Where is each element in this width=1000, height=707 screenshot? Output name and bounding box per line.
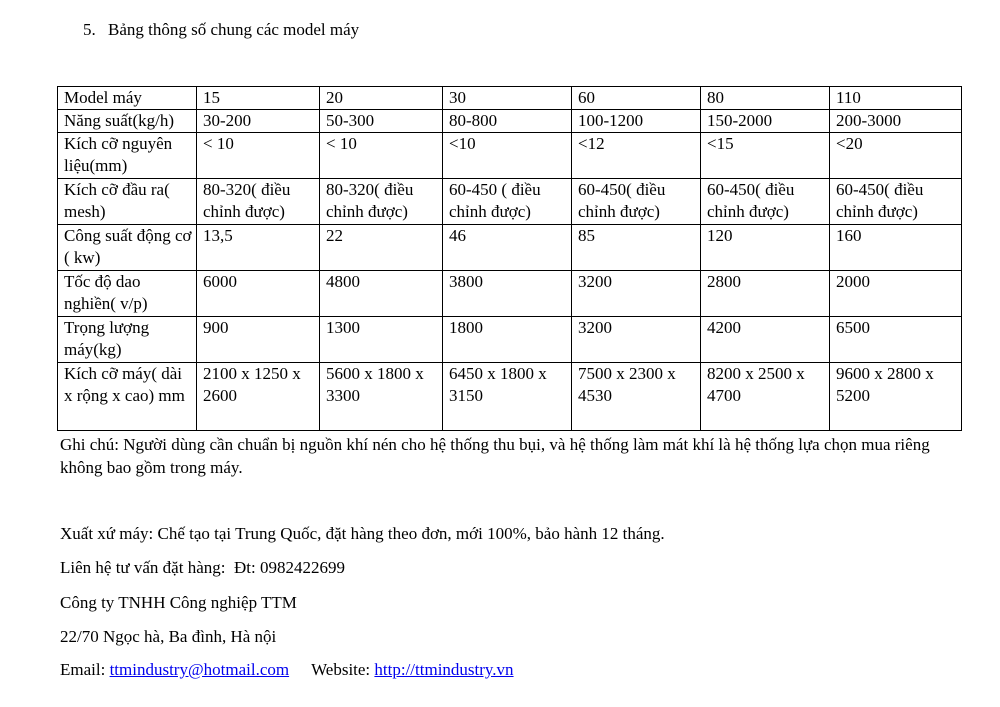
row-label-cell: Kích cỡ nguyên liệu(mm) xyxy=(58,133,197,179)
table-row xyxy=(58,317,962,363)
table-cell: 60-450( điều chỉnh được) xyxy=(572,179,701,225)
table-cell: 60-450 ( điều chỉnh được) xyxy=(443,179,572,225)
table-row xyxy=(58,225,962,271)
table-cell: 13,5 xyxy=(197,225,320,271)
note-text: Ghi chú: Người dùng cần chuẩn bị nguồn khí nén cho hệ thống thu bụi, và hệ thống làm mát khí là hệ thống lựa chọn mua riêng không bao gồm trong máy. xyxy=(60,435,930,477)
table-cell: 15 xyxy=(197,87,320,110)
table-cell: 1300 xyxy=(320,317,443,363)
section-title: Bảng thông số chung các model máy xyxy=(108,20,360,39)
table-cell: 46 xyxy=(443,225,572,271)
table-cell: 6500 xyxy=(830,317,962,363)
table-cell: 150-2000 xyxy=(701,110,830,133)
table-cell: 80-320( điều chỉnh được) xyxy=(197,179,320,225)
table-cell: 80-800 xyxy=(443,110,572,133)
table-row xyxy=(58,110,962,133)
row-label-cell: Công suất động cơ ( kw) xyxy=(58,225,197,271)
table-cell: 5600 x 1800 x 3300 xyxy=(320,363,443,431)
table-cell: 80 xyxy=(701,87,830,110)
row-label-cell: Trọng lượng máy(kg) xyxy=(58,317,197,363)
spec-table xyxy=(57,86,962,431)
row-label-cell: Tốc độ dao nghiền( v/p) xyxy=(58,271,197,317)
table-cell: 110 xyxy=(830,87,962,110)
table-cell: 160 xyxy=(830,225,962,271)
table-cell: < 10 xyxy=(320,133,443,179)
table-cell: 4200 xyxy=(701,317,830,363)
table-cell: 22 xyxy=(320,225,443,271)
table-cell: <12 xyxy=(572,133,701,179)
table-cell: 60 xyxy=(572,87,701,110)
table-cell: 1800 xyxy=(443,317,572,363)
table-row xyxy=(58,363,962,431)
contact-text: Liên hệ tư vấn đặt hàng: Đt: 0982422699 xyxy=(60,558,345,577)
spec-table-body xyxy=(58,87,962,431)
table-cell: 100-1200 xyxy=(572,110,701,133)
contact-links xyxy=(60,660,514,680)
address-text: 22/70 Ngọc hà, Ba đình, Hà nội xyxy=(60,627,277,646)
table-cell: 3800 xyxy=(443,271,572,317)
table-cell: 2000 xyxy=(830,271,962,317)
section-number: 5. xyxy=(83,20,96,39)
table-cell: 7500 x 2300 x 4530 xyxy=(572,363,701,431)
table-row xyxy=(58,133,962,179)
row-label-cell: Năng suất(kg/h) xyxy=(58,110,197,133)
table-cell: <10 xyxy=(443,133,572,179)
table-cell: 2100 x 1250 x 2600 xyxy=(197,363,320,431)
table-cell: 85 xyxy=(572,225,701,271)
origin-text: Xuất xứ máy: Chế tạo tại Trung Quốc, đặt hàng theo đơn, mới 100%, bảo hành 12 tháng. xyxy=(60,524,665,543)
table-cell: <15 xyxy=(701,133,830,179)
table-cell: < 10 xyxy=(197,133,320,179)
table-cell: 60-450( điều chỉnh được) xyxy=(830,179,962,225)
section-heading xyxy=(83,20,359,40)
table-cell: 900 xyxy=(197,317,320,363)
website-label: Website: xyxy=(311,660,375,679)
table-cell: 2800 xyxy=(701,271,830,317)
table-cell: 200-3000 xyxy=(830,110,962,133)
table-cell: 30-200 xyxy=(197,110,320,133)
table-cell: 50-300 xyxy=(320,110,443,133)
email-link[interactable]: ttmindustry@hotmail.com xyxy=(109,660,290,679)
table-header-row xyxy=(58,87,962,110)
table-cell: <20 xyxy=(830,133,962,179)
table-cell: 6000 xyxy=(197,271,320,317)
row-label-cell: Model máy xyxy=(58,87,197,110)
table-row xyxy=(58,179,962,225)
table-cell: 120 xyxy=(701,225,830,271)
table-cell: 20 xyxy=(320,87,443,110)
table-cell: 4800 xyxy=(320,271,443,317)
table-cell: 80-320( điều chỉnh được) xyxy=(320,179,443,225)
row-label-cell: Kích cỡ đầu ra( mesh) xyxy=(58,179,197,225)
table-cell: 9600 x 2800 x 5200 xyxy=(830,363,962,431)
table-row xyxy=(58,271,962,317)
table-cell: 3200 xyxy=(572,271,701,317)
company-name: Công ty TNHH Công nghiệp TTM xyxy=(60,593,297,612)
row-label-cell: Kích cỡ máy( dài x rộng x cao) mm xyxy=(58,363,197,431)
table-cell: 6450 x 1800 x 3150 xyxy=(443,363,572,431)
table-cell: 60-450( điều chỉnh được) xyxy=(701,179,830,225)
table-cell: 8200 x 2500 x 4700 xyxy=(701,363,830,431)
table-cell: 30 xyxy=(443,87,572,110)
table-cell: 3200 xyxy=(572,317,701,363)
website-link[interactable]: http://ttmindustry.vn xyxy=(374,660,514,679)
email-label: Email: xyxy=(60,660,110,679)
